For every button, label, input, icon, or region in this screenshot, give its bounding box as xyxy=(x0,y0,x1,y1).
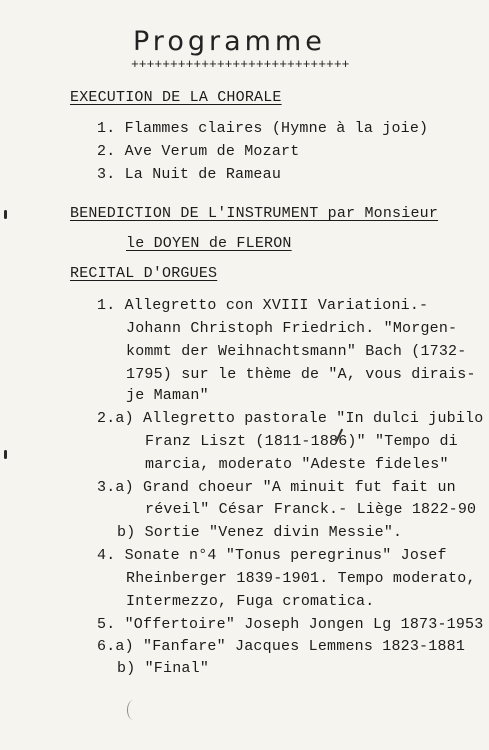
recital-line: 5. "Offertoire" Joseph Jongen Lg 1873-1953 xyxy=(97,616,484,633)
recital-line: Intermezzo, Fuga cromatica. xyxy=(126,593,375,610)
chorale-item-1: 1. Flammes claires (Hymne à la joie) xyxy=(97,120,429,137)
recital-line: b) "Final" xyxy=(117,660,210,677)
recital-line: Rheinberger 1839-1901. Tempo moderato, xyxy=(126,570,476,587)
recital-line: Franz Liszt (1811-1886)" "Tempo di xyxy=(145,433,458,450)
recital-line: 3.a) Grand choeur "A minuit fut fait un xyxy=(97,479,456,496)
section-heading-recital: RECITAL D'ORGUES xyxy=(70,265,218,282)
pencil-mark xyxy=(127,700,140,720)
recital-line: marcia, moderato "Adeste fideles" xyxy=(145,456,449,473)
recital-line: Johann Christoph Friedrich. "Morgen- xyxy=(126,320,458,337)
title-cross-divider: ++++++++++++++++++++++++++++ xyxy=(131,57,350,72)
recital-line: je Maman" xyxy=(126,387,209,404)
left-margin-mark xyxy=(4,450,7,459)
recital-line: 1795) sur le thème de "A, vous dirais- xyxy=(126,366,476,383)
chorale-item-3: 3. La Nuit de Rameau xyxy=(97,166,282,183)
recital-line: 4. Sonate n°4 "Tonus peregrinus" Josef xyxy=(97,547,447,564)
left-margin-mark xyxy=(4,210,7,219)
programme-title: Programme xyxy=(133,26,326,57)
section-heading-chorale: EXECUTION DE LA CHORALE xyxy=(70,89,282,106)
benediction-line-2: le DOYEN de FLERON xyxy=(126,235,292,252)
recital-line: 2.a) Allegretto pastorale "In dulci jubilo xyxy=(97,410,484,427)
recital-line: 6.a) "Fanfare" Jacques Lemmens 1823-1881 xyxy=(97,638,466,655)
recital-line: b) Sortie "Venez divin Messie". xyxy=(117,524,403,541)
recital-line: réveil" César Franck.- Liège 1822-90 xyxy=(145,501,477,518)
benediction-line-1: BENEDICTION DE L'INSTRUMENT par Monsieur xyxy=(70,205,439,222)
chorale-item-2: 2. Ave Verum de Mozart xyxy=(97,143,300,160)
recital-line: kommt der Weihnachtsmann" Bach (1732- xyxy=(126,343,467,360)
recital-line: 1. Allegretto con XVIII Variationi.- xyxy=(97,297,429,314)
